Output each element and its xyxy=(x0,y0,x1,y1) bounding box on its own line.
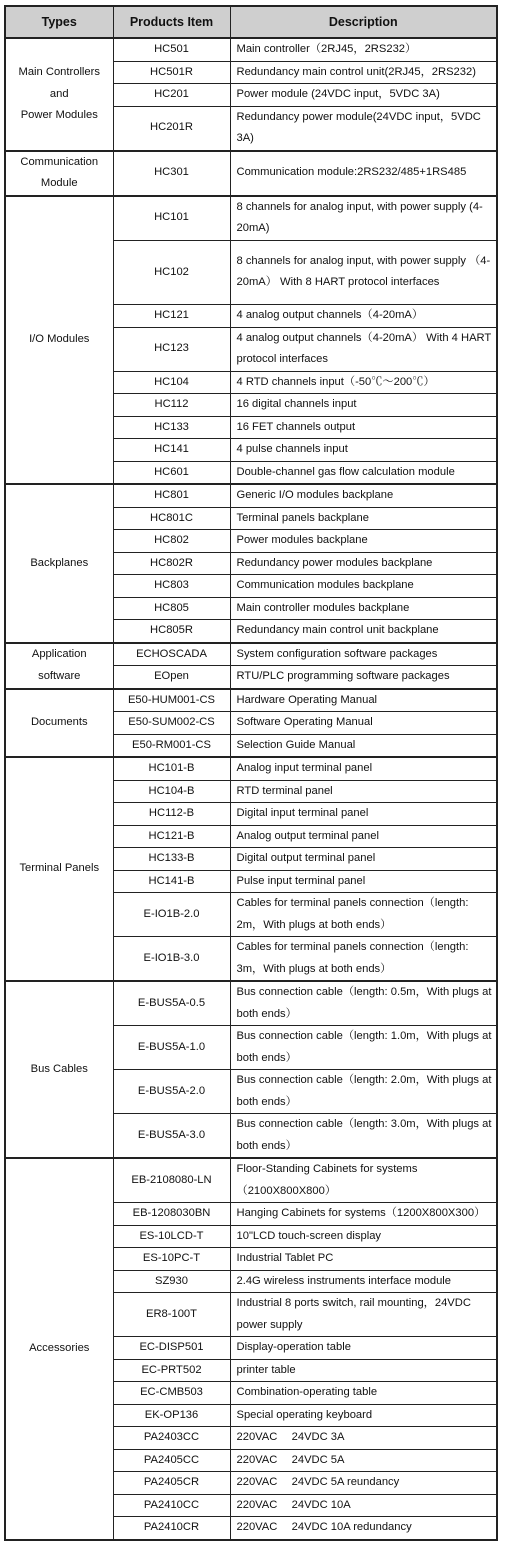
description-cell: Hanging Cabinets for systems（1200X800X300） xyxy=(230,1203,497,1226)
table-body xyxy=(5,38,497,1540)
type-label: and xyxy=(49,87,69,100)
product-item-cell: E-IO1B-3.0 xyxy=(113,937,230,982)
description-cell: Combination-operating table xyxy=(230,1382,497,1405)
table-row xyxy=(5,981,497,1026)
description-cell: 4 RTD channels input（-50℃～200℃） xyxy=(230,371,497,394)
table-row xyxy=(5,689,497,712)
description-cell: Special operating keyboard xyxy=(230,1404,497,1427)
product-item-cell: EB-1208030BN xyxy=(113,1203,230,1226)
product-item-cell: HC141-B xyxy=(113,870,230,893)
type-cell xyxy=(5,1158,113,1540)
product-item-cell: EC-PRT502 xyxy=(113,1359,230,1382)
product-item-cell: EC-DISP501 xyxy=(113,1337,230,1360)
description-cell: Power module (24VDC input，5VDC 3A) xyxy=(230,84,497,107)
product-item-cell: PA2410CR xyxy=(113,1517,230,1540)
product-item-cell: E-BUS5A-3.0 xyxy=(113,1114,230,1159)
product-item-cell: HC801C xyxy=(113,507,230,530)
description-cell: 4 pulse channels input xyxy=(230,439,497,462)
product-item-cell: E-BUS5A-2.0 xyxy=(113,1070,230,1114)
description-cell: Hardware Operating Manual xyxy=(230,689,497,712)
table-row xyxy=(5,757,497,780)
description-cell: Terminal panels backplane xyxy=(230,507,497,530)
product-item-cell: E50-SUM002-CS xyxy=(113,712,230,735)
type-label: Power Modules xyxy=(20,109,98,121)
type-label: Communication xyxy=(20,155,99,168)
description-cell: Main controller modules backplane xyxy=(230,597,497,620)
product-item-cell: HC805R xyxy=(113,620,230,643)
description-cell: Bus connection cable（length: 0.5m，With plugs at both ends） xyxy=(230,981,497,1026)
description-cell: 220VAC 24VDC 10A xyxy=(230,1494,497,1517)
description-cell: Digital output terminal panel xyxy=(230,848,497,871)
type-cell xyxy=(5,689,113,758)
type-label: I/O Modules xyxy=(29,333,90,345)
description-cell: Industrial 8 ports switch, rail mounting，24VDC power supply xyxy=(230,1293,497,1337)
product-item-cell: EOpen xyxy=(113,666,230,689)
description-cell: Main controller（2RJ45，2RS232） xyxy=(230,38,497,61)
product-item-cell: HC601 xyxy=(113,461,230,484)
product-item-cell: HC201R xyxy=(113,106,230,151)
product-item-cell: HC141 xyxy=(113,439,230,462)
product-item-cell: HC112 xyxy=(113,394,230,417)
type-cell xyxy=(5,757,113,981)
description-cell: Digital input terminal panel xyxy=(230,803,497,826)
type-label: Module xyxy=(40,177,78,189)
description-cell: 2.4G wireless instruments interface module xyxy=(230,1270,497,1293)
type-label: Terminal Panels xyxy=(19,862,100,875)
product-item-cell: E50-HUM001-CS xyxy=(113,689,230,712)
description-cell: Analog input terminal panel xyxy=(230,757,497,780)
description-cell: Display-operation table xyxy=(230,1337,497,1360)
description-cell: RTD terminal panel xyxy=(230,780,497,803)
description-cell: Software Operating Manual xyxy=(230,712,497,735)
table-row xyxy=(5,38,497,61)
description-cell: 8 channels for analog input, with power supply （4-20mA） With 8 HART protocol interfaces xyxy=(230,240,497,305)
type-cell xyxy=(5,643,113,689)
product-item-cell: E-IO1B-2.0 xyxy=(113,893,230,937)
product-item-cell: EB-2108080-LN xyxy=(113,1158,230,1203)
product-item-cell: EK-OP136 xyxy=(113,1404,230,1427)
product-item-cell: ECHOSCADA xyxy=(113,643,230,666)
description-cell: Redundancy power module(24VDC input，5VDC 3A) xyxy=(230,106,497,151)
description-cell: 4 analog output channels（4-20mA） xyxy=(230,305,497,328)
product-item-cell: HC101-B xyxy=(113,757,230,780)
type-cell xyxy=(5,196,113,485)
description-cell: 10"LCD touch-screen display xyxy=(230,1225,497,1248)
product-item-cell: ER8-100T xyxy=(113,1293,230,1337)
table-row xyxy=(5,643,497,666)
type-cell xyxy=(5,38,113,151)
product-table-container xyxy=(4,5,498,1541)
product-table xyxy=(4,5,498,1541)
product-item-cell: HC301 xyxy=(113,151,230,196)
product-item-cell: HC101 xyxy=(113,196,230,241)
product-item-cell: PA2410CC xyxy=(113,1494,230,1517)
product-item-cell: HC121-B xyxy=(113,825,230,848)
description-cell: 16 digital channels input xyxy=(230,394,497,417)
description-cell: Pulse input terminal panel xyxy=(230,870,497,893)
product-item-cell: HC133-B xyxy=(113,848,230,871)
product-item-cell: HC802 xyxy=(113,530,230,553)
type-label: Bus Cables xyxy=(30,1062,88,1075)
product-item-cell: E-BUS5A-0.5 xyxy=(113,981,230,1026)
description-cell: 16 FET channels output xyxy=(230,416,497,439)
product-item-cell: E50-RM001-CS xyxy=(113,734,230,757)
description-cell: 4 analog output channels（4-20mA） With 4 HART protocol interfaces xyxy=(230,327,497,371)
description-cell: Power modules backplane xyxy=(230,530,497,553)
description-cell: Cables for terminal panels connection（length: 2m，With plugs at both ends） xyxy=(230,893,497,937)
description-cell: printer table xyxy=(230,1359,497,1382)
description-cell: Industrial Tablet PC xyxy=(230,1248,497,1271)
product-item-cell: ES-10LCD-T xyxy=(113,1225,230,1248)
type-label: Main Controllers xyxy=(18,66,100,78)
product-item-cell: HC133 xyxy=(113,416,230,439)
description-cell: Communication modules backplane xyxy=(230,575,497,598)
product-item-cell: PA2405CC xyxy=(113,1449,230,1472)
description-cell: Analog output terminal panel xyxy=(230,825,497,848)
product-item-cell: ES-10PC-T xyxy=(113,1248,230,1271)
description-cell: Generic I/O modules backplane xyxy=(230,484,497,507)
type-label: software xyxy=(38,669,81,682)
description-cell: 8 channels for analog input, with power supply (4-20mA) xyxy=(230,196,497,241)
product-item-cell: HC123 xyxy=(113,327,230,371)
product-item-cell: HC802R xyxy=(113,552,230,575)
product-item-cell: HC201 xyxy=(113,84,230,107)
description-cell: 220VAC 24VDC 5A xyxy=(230,1449,497,1472)
description-cell: Double-channel gas flow calculation module xyxy=(230,461,497,484)
product-item-cell: HC102 xyxy=(113,240,230,305)
header-row xyxy=(5,6,497,38)
description-cell: 220VAC 24VDC 3A xyxy=(230,1427,497,1450)
header-types: Types xyxy=(5,6,113,38)
description-cell: Redundancy power modules backplane xyxy=(230,552,497,575)
type-label: Application xyxy=(31,648,87,660)
product-item-cell: HC501 xyxy=(113,38,230,61)
description-cell: 220VAC 24VDC 10A redundancy xyxy=(230,1517,497,1540)
description-cell: Bus connection cable（length: 2.0m，With plugs at both ends） xyxy=(230,1070,497,1114)
product-item-cell: EC-CMB503 xyxy=(113,1382,230,1405)
type-cell xyxy=(5,151,113,196)
type-label: Documents xyxy=(30,716,88,728)
description-cell: System configuration software packages xyxy=(230,643,497,666)
product-item-cell: HC112-B xyxy=(113,803,230,826)
product-item-cell: HC104 xyxy=(113,371,230,394)
product-item-cell: HC104-B xyxy=(113,780,230,803)
description-cell: Cables for terminal panels connection（length: 3m，With plugs at both ends） xyxy=(230,937,497,982)
description-cell: Bus connection cable（length: 3.0m，With plugs at both ends） xyxy=(230,1114,497,1159)
table-header xyxy=(5,6,497,38)
description-cell: 220VAC 24VDC 5A reundancy xyxy=(230,1472,497,1495)
table-row xyxy=(5,484,497,507)
product-item-cell: HC501R xyxy=(113,61,230,84)
description-cell: Redundancy main control unit backplane xyxy=(230,620,497,643)
table-row xyxy=(5,196,497,241)
type-cell xyxy=(5,981,113,1158)
product-item-cell: HC803 xyxy=(113,575,230,598)
product-item-cell: PA2405CR xyxy=(113,1472,230,1495)
header-description: Description xyxy=(230,6,497,38)
product-item-cell: SZ930 xyxy=(113,1270,230,1293)
description-cell: Floor-Standing Cabinets for systems （2100X800X800） xyxy=(230,1158,497,1203)
header-products-item: Products Item xyxy=(113,6,230,38)
product-item-cell: PA2403CC xyxy=(113,1427,230,1450)
product-item-cell: HC121 xyxy=(113,305,230,328)
description-cell: RTU/PLC programming software packages xyxy=(230,666,497,689)
table-row xyxy=(5,1158,497,1203)
description-cell: Bus connection cable（length: 1.0m，With plugs at both ends） xyxy=(230,1026,497,1070)
type-label: Accessories xyxy=(29,1342,90,1354)
product-item-cell: HC805 xyxy=(113,597,230,620)
type-cell xyxy=(5,484,113,643)
table-row xyxy=(5,151,497,196)
product-item-cell: E-BUS5A-1.0 xyxy=(113,1026,230,1070)
description-cell: Communication module:2RS232/485+1RS485 xyxy=(230,151,497,196)
type-label: Backplanes xyxy=(30,556,89,569)
product-item-cell: HC801 xyxy=(113,484,230,507)
description-cell: Selection Guide Manual xyxy=(230,734,497,757)
description-cell: Redundancy main control unit(2RJ45，2RS232) xyxy=(230,61,497,84)
